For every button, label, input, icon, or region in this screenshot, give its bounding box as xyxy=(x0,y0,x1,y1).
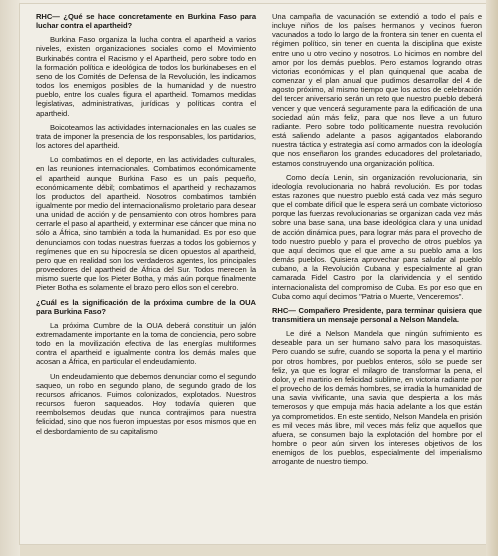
answer-paragraph: Burkina Faso organiza la lucha contra el apartheid a varios niveles, existen organizaciones sociales como el Movimiento Burkinabés contra el Racismo y el Apartheid, pero sobre todo en la formación política e ideológica de todos los burkinabeses en el seno de los Comités de Defensa de la Revolución, les indicamos todos los enemigos posibles de la humanidad y de nuestro pueblo, entre los cuales figura el apartheid. Tomamos medidas legislativas, administrativas, jurídicas y políticas contra el apartheid. xyxy=(36,35,256,118)
left-column xyxy=(36,12,256,436)
answer-paragraph: Un endeudamiento que debemos denunciar como el segundo saqueo, un robo en segundo plano, de segundo grado de los recursos africanos. Fuimos colonizados, explotados. Nuestros recursos fueron saqueados. Hoy todavía quieren que reembolsemos deudas que nunca contrajimos para nuestra felicidad, sino que nos fueron impuestas por esos mismos que en el desbordamiento de su capitalismo xyxy=(36,371,256,436)
newspaper-clipping xyxy=(20,4,486,544)
right-column xyxy=(272,12,482,467)
answer-paragraph: Boicoteamos las actividades internacionales en las cuales se trata de imponer la presencia de los responsables, los partidarios, los actores del apartheid. xyxy=(36,122,256,151)
answer-paragraph: Una campaña de vacunación se extendió a todo el país e incluye niños de los países hermanos y vecinos fueron vacunados a todo lo largo de la frontera sin tener en cuenta el régimen político, sin tener en cuenta la disciplina que existe entre uno u otro vecino y nosotros. Lo hicimos en nombre del amor por los demás pueblos. Pero estamos logrando otras victorias económicas y el plan quinquenal que acaba de comenzar y el plan anual que pudimos desarrollar del 4 de agosto próximo, al mismo tiempo que los actos de celebración del tercer aniversario serán un reto que nuestro pueblo deberá vencer y que vencerá seguramente para la edificación de una sociedad aún más feliz, para que nos lleve a un futuro radiante. Pero sobre todo políticamente nuestra revolución está saliendo adelante a pasos agigantados elaborando nuestra táctica y estrategia así como armados con la ideología que nos enseñaron los grandes educadores del proletariado, estamos construyendo una organización política. xyxy=(272,12,482,168)
scan-left-edge xyxy=(0,0,20,556)
question-oua-summit: ¿Cuál es la significación de la próxima cumbre de la OUA para Burkina Faso? xyxy=(36,297,256,316)
answer-paragraph: Como decía Lenin, sin organización revolucionaria, sin ideología revolucionaria no habrá revolución. Es por todas estas razones que nuestro pueblo está cada vez más seguro que el combate difícil que le espera será un combate victorioso porque las fuerzas revolucionarias se organizan cada vez más sobre una base sana, una base ideológica clara y una unidad de acción dinámica pues, para lograr más para el provecho de todo nuestro pueblo y para el provecho de otros pueblos ya que aquí decimos que el que ame a su pueblo ama a los demás pueblos. Quisiera aprovechar para saludar al pueblo cubano, a la Revolución Cubana y especialmente al gran camarada Fidel Castro por la clarividencia y el sentido internacionalista del compromiso de Cuba. Es por eso que en Cuba como aquí decimos "Patria o Muerte, Venceremos". xyxy=(272,172,482,301)
scan-right-edge xyxy=(486,0,498,556)
answer-paragraph: Le diré a Nelson Mandela que ningún sufrimiento es deseable para un ser humano salvo para los masoquistas. Pero cuando se sufre, cuando se soporta la pena y el martirio por otros hombres, por pueblos enteros, sólo se puede ser feliz, ya que es lograr el milagro de transformar la pena, el dolor, y el martirio en felicidad sublime, en victoria radiante por el provecho de los demás hombres, se irradia la humanidad de una savia vivificante, una savia que despierta a los más temerosos y que empuja más hacia adelante a los que están ya comprometidos. En este sentido, Nelson Mandela en prisión es mil veces más libre, mil veces más feliz que aquellos que afuera, se consumen bajo la explotación del hombre por el hombre o peor aún sirven los intereses objetivos de los enemigos de los pueblos, especialmente del imperialismo arrogante de nuestro tiempo. xyxy=(272,329,482,467)
question-mandela-message: RHC— Compañero Presidente, para terminar quisiera que transmitiera un mensaje personal a Nelson Mandela. xyxy=(272,305,482,324)
answer-paragraph: La próxima Cumbre de la OUA deberá constituir un jalón extremadamente importante en la toma de conciencia, pero sobre todo en la movilización efectiva de las energías multiformes contra el apartheid e igualmente contra los demás males que acosan a África, en particular el endeudamiento. xyxy=(36,320,256,367)
question-burkina-apartheid: RHC— ¿Qué se hace concretamente en Burkina Faso para luchar contra el apartheid? xyxy=(36,12,256,31)
answer-paragraph: Lo combatimos en el deporte, en las actividades culturales, en las reuniones internacionales. Combatimos económicamente el apartheid aunque Burkina Faso es un país pequeño, económicamente débil; combatimos el apartheid y rechazamos los productos del apartheid. Nosotros combatimos también igualmente por medio del internacionalismo proletario para desear una unidad de acción y de pensamiento con otros hombres para cerrarle el paso al apartheid, y exterminar ese cáncer que mina no sólo a África, sino también a toda la humanidad. Es por eso que denunciamos con todas nuestras fuerzas a todos los gobiernos y regímenes que en su hipocresía se dicen opuestos al apartheid, pero que en realidad son los verdaderos agentes, los principales proveedores del apartheid de África del Sur. Todos merecen la mismo suerte que los Pieter Botha, y más aún porque finalmente Pieter Botha es solamente el brazo pero ellos son el cerebro. xyxy=(36,155,256,293)
